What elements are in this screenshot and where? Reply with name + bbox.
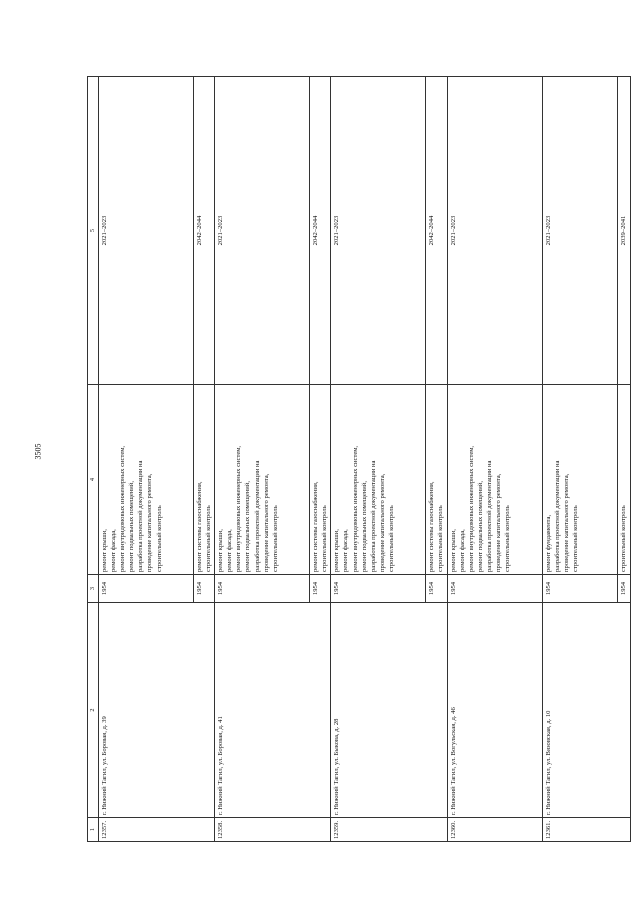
work-line: ремонт подвальных помещений,	[128, 481, 136, 572]
build-year: 1954	[617, 575, 630, 603]
work-line: ремонт внутридомовых инженерных систем,	[235, 445, 243, 572]
work-line: ремонт фасада,	[342, 529, 350, 572]
work-line: разработка проектной документации на	[485, 460, 493, 572]
work-line: проведение капитального ремонта,	[262, 473, 270, 572]
header-row	[88, 77, 99, 842]
work-line: ремонт внутридомовых инженерных систем,	[119, 445, 127, 572]
build-year: 1954	[426, 575, 447, 603]
table-row	[542, 77, 617, 842]
work-line: строительный контроль	[504, 505, 512, 572]
work-line: ремонт внутридомовых инженерных систем,	[351, 445, 359, 572]
works-list	[215, 385, 310, 575]
period: 2042–2044	[194, 77, 215, 385]
work-line: разработка проектной документации на	[253, 460, 261, 572]
work-line: ремонт фасада,	[458, 529, 466, 572]
work-line: проведение капитального ремонта,	[378, 473, 386, 572]
period: 2039–2041	[617, 77, 630, 385]
work-line: ремонт фасада,	[110, 529, 118, 572]
build-year: 1954	[331, 575, 426, 603]
work-line: ремонт подвальных помещений,	[360, 481, 368, 572]
entry-address: г. Нижний Тагил, ул. Боровая, д. 41	[215, 603, 331, 818]
build-year: 1954	[215, 575, 310, 603]
work-line: ремонт подвальных помещений,	[476, 481, 484, 572]
work-line: ремонт фундамента,	[544, 514, 552, 572]
build-year: 1954	[447, 575, 542, 603]
work-line: строительный контроль	[387, 505, 395, 572]
header-col-2: 2	[88, 603, 99, 818]
work-line: ремонт системы газоснабжения,	[196, 481, 203, 572]
period: 2021–2023	[331, 77, 426, 385]
entry-address: г. Нижний Тагил, ул. Быкова, д. 28	[331, 603, 447, 818]
entry-number: 12357.	[99, 818, 215, 842]
work-line: ремонт крыши,	[449, 529, 457, 572]
work-line: ремонт крыши,	[101, 529, 108, 572]
page-number: 3505	[33, 443, 43, 460]
works-list	[447, 385, 542, 575]
table-row	[215, 77, 310, 842]
table-row	[99, 77, 194, 842]
work-line: проведение капитального ремонта,	[562, 473, 570, 572]
build-year: 1954	[310, 575, 331, 603]
period: 2042–2044	[310, 77, 331, 385]
header-col-1: 1	[88, 818, 99, 842]
build-year: 1954	[542, 575, 617, 603]
work-line: ремонт системы газоснабжения,	[428, 481, 436, 572]
works-list	[310, 385, 331, 575]
entry-number: 12358.	[215, 818, 331, 842]
period: 2021–2023	[447, 77, 542, 385]
period: 2021–2023	[215, 77, 310, 385]
header-col-5: 5	[88, 77, 99, 385]
entry-address: г. Нижний Тагил, ул. Вязовская, д. 10	[542, 603, 630, 818]
table-row	[447, 77, 542, 842]
period: 2021–2023	[542, 77, 617, 385]
work-line: строительный контроль	[155, 505, 163, 572]
work-line: строительный контроль	[205, 505, 213, 572]
rotated-table-container	[87, 77, 627, 842]
work-line: проведение капитального ремонта,	[495, 473, 503, 572]
table-row	[331, 77, 426, 842]
work-line: разработка проектной документации на	[369, 460, 377, 572]
works-list	[426, 385, 447, 575]
period: 2042–2044	[426, 77, 447, 385]
work-line: строительный контроль	[619, 505, 627, 572]
work-line: разработка проектной документации на	[137, 460, 145, 572]
entry-number: 12361.	[542, 818, 630, 842]
register-table	[87, 76, 631, 842]
work-line: проведение капитального ремонта,	[146, 473, 154, 572]
entry-address: г. Нижний Тагил, ул. Боровая, д. 39	[99, 603, 215, 818]
works-list	[99, 385, 194, 575]
works-list	[331, 385, 426, 575]
work-line: ремонт крыши,	[333, 529, 341, 572]
entry-number: 12360.	[447, 818, 542, 842]
work-line: строительный контроль	[437, 505, 445, 572]
work-line: ремонт крыши,	[217, 529, 225, 572]
work-line: строительный контроль	[271, 505, 279, 572]
work-line: ремонт подвальных помещений,	[244, 481, 252, 572]
entry-number: 12359.	[331, 818, 447, 842]
entry-address: г. Нижний Тагил, ул. Вогульская, д. 46	[447, 603, 542, 818]
work-line: строительный контроль	[321, 505, 329, 572]
works-list	[617, 385, 630, 575]
work-line: ремонт внутридомовых инженерных систем,	[467, 445, 475, 572]
build-year: 1954	[99, 575, 194, 603]
build-year: 1954	[194, 575, 215, 603]
work-line: ремонт системы газоснабжения,	[312, 481, 320, 572]
work-line: ремонт фасада,	[226, 529, 234, 572]
period: 2021–2023	[99, 77, 194, 385]
header-col-3: 3	[88, 575, 99, 603]
work-line: разработка проектной документации на	[553, 460, 561, 572]
work-line: строительный контроль	[571, 505, 579, 572]
works-list	[194, 385, 215, 575]
works-list	[542, 385, 617, 575]
header-col-4: 4	[88, 385, 99, 575]
